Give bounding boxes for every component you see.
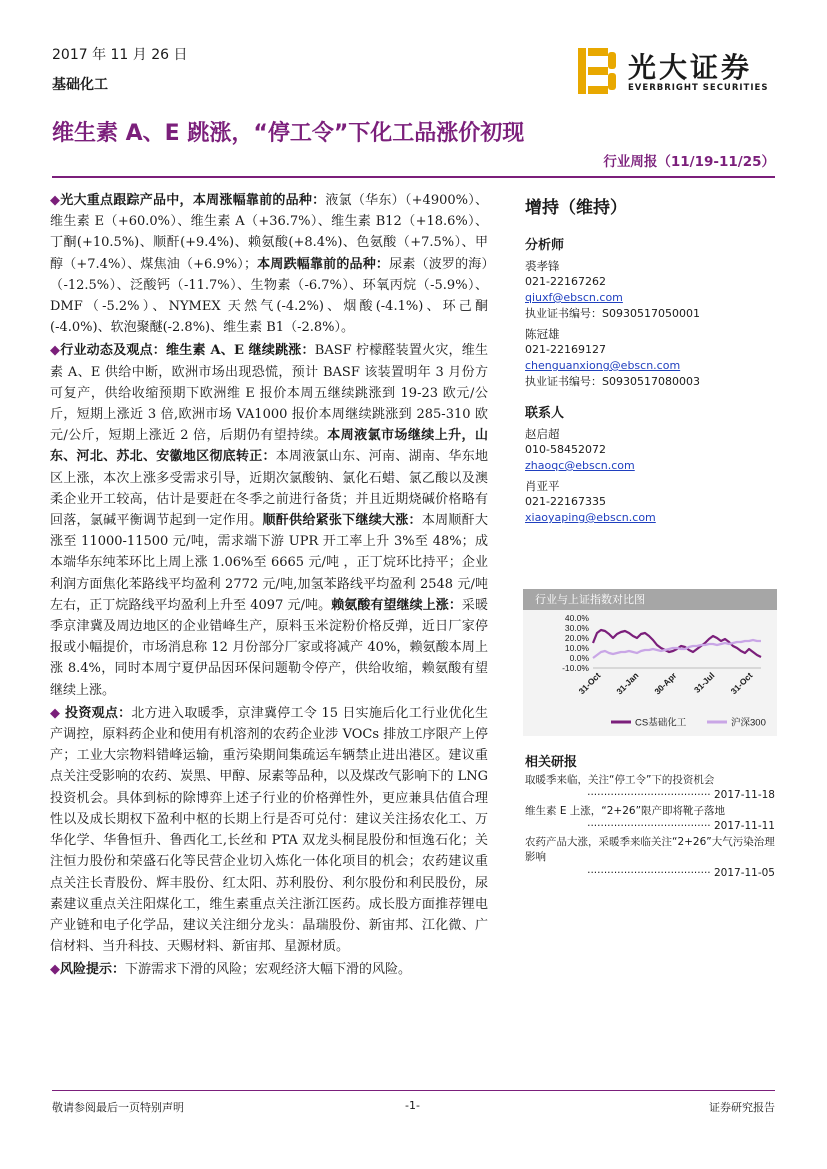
text-gainers: 液氯（华东）（+4900%）、维生素 E（+60.0%）、维生素 A（+36.7%）、维生素 B12（+18.6%）、丁酮(+10.5%)、顺酐(+9.4%)、赖氨酸(+8.4%)、色氨酸（+7.5%）、甲醇（+7.4%）、煤焦油（+6.9%）； — [50, 193, 488, 272]
analyst-card — [525, 326, 775, 390]
analyst-email-link[interactable]: qiuxf@ebscn.com — [525, 291, 623, 304]
text-risk: 下游需求下滑的风险；宏观经济大幅下滑的风险。 — [125, 962, 412, 978]
footer-report-type: 证券研究报告 — [709, 1101, 775, 1114]
lead-losers: 本周跌幅靠前的品种： — [256, 256, 390, 272]
research-date: ····································· 2017-11-11 — [587, 820, 775, 832]
contact-phone: 010-58452072 — [525, 443, 606, 456]
page-number: -1- — [405, 1099, 420, 1112]
analyst-card — [525, 258, 775, 322]
y-tick-label: 40.0% — [564, 613, 589, 623]
diamond-bullet-icon: ◆ — [50, 343, 61, 359]
text-lysine: 采暖季京津冀及周边地区的企业错峰生产，原料玉米淀粉价格反弹，近日厂家停报或小幅提价，市场消息称 12 月份部分厂家或将减产 40%，赖氨酸本周上涨 8.4%，同时本周宁夏伊品因环保问题勒令停产，供给收缩，赖氨酸有望继续上涨。 — [50, 597, 488, 698]
research-heading: 相关研报 — [525, 755, 578, 770]
text-chlorine: 本周液氯山东、河南、湖南、华东地区上涨，本次上涨多受需求引导，近期次氯酸钠、氯化石蜡、氯乙酸以及澳柔企业开工较高，估计是要赶在冬季之前进行备货；并且近期烧碱价格略有回落，氯碱平衡调节起到一定作用。 — [50, 449, 488, 529]
research-item[interactable] — [525, 835, 775, 882]
diamond-bullet-icon: ◆ — [50, 193, 61, 208]
research-date-text: 2017-11-05 — [713, 866, 775, 879]
research-title: 农药产品大涨，采暖季来临关注“2+26”大气污染治理影响 — [525, 835, 775, 863]
legend-label: CS基础化工 — [635, 717, 687, 729]
research-item[interactable] — [525, 804, 775, 835]
text-losers: 尿素（波罗的海）（-12.5%）、泛酸钙（-11.7%）、生物素（-6.7%）、环氧丙烷（-5.9%）、DMF（-5.2%）、NYMEX 天然气(-4.2%)、烟酸(-4.1%)、环己酮(-4.0%)、软泡聚醚(-2.8%)、维生素 B1（-2.8%）。 — [50, 256, 488, 336]
analyst-name: 裘孝锋 — [525, 259, 560, 273]
text-vitamins: BASF 柠檬醛装置火灾，维生素 A、E 供给中断，欧洲市场出现恐慌，预计 BASF 该装置明年 3 月份方可复产，供给收缩预期下欧洲维 E 报价本周五继续跳涨到 19-23 欧元/公斤，短期上涨近 3 倍,欧洲市场 VA1000 报价本周继续跳涨到 285-310 欧元/公斤，短期上涨近 2 倍，后期仍有望持续。 — [50, 343, 489, 444]
analyst-heading: 分析师 — [525, 238, 565, 253]
chart-plot — [523, 610, 777, 736]
footer-disclaimer: 敬请参阅最后一页特别声明 — [52, 1101, 184, 1114]
footer-divider — [52, 1090, 775, 1091]
diamond-bullet-icon: ◆ — [50, 962, 60, 978]
contact-email-link[interactable]: xiaoyaping@ebscn.com — [525, 511, 656, 524]
analyst-cert: 执业证书编号：S0930517080003 — [525, 375, 700, 388]
paragraph-investment-view — [50, 703, 488, 957]
x-tick-label: 30-Apr — [652, 670, 679, 697]
report-date: 2017 年 11 月 26 日 — [52, 47, 188, 63]
diamond-bullet-icon: ◆ — [50, 705, 61, 721]
report-subtitle: 行业周报（11/19-11/25） — [603, 154, 775, 170]
contact-heading: 联系人 — [525, 406, 565, 421]
x-tick-label: 31-Jan — [614, 670, 641, 697]
contact-phone: 021-22167335 — [525, 495, 606, 508]
x-tick-label: 31-Jul — [691, 670, 717, 695]
analyst-phone: 021-22167262 — [525, 275, 606, 288]
page-title: 维生素 A、E 跳涨，“停工令”下化工品涨价初现 — [52, 121, 525, 146]
company-logo — [578, 46, 778, 98]
sector-label: 基础化工 — [52, 77, 108, 93]
paragraph-industry-news — [50, 340, 488, 700]
chart-title: 行业与上证指数对比图 — [523, 589, 777, 610]
analyst-email-link[interactable]: chenguanxiong@ebscn.com — [525, 359, 681, 372]
y-tick-label: -10.0% — [562, 663, 589, 673]
index-comparison-chart — [523, 589, 777, 736]
legend-label: 沪深300 — [731, 717, 766, 729]
analyst-cert: 执业证书编号：S0930517050001 — [525, 307, 700, 320]
logo-text-cn: 光大证券 — [628, 51, 753, 84]
y-tick-label: 20.0% — [564, 633, 589, 643]
text-maleic: 本周顺酐大涨至 11000-11500 元/吨，需求端下游 UPR 开工率上升 3%至 48%；成本端华东纯苯环比上周上涨 1.06%至 6665 元/吨 ，正丁烷环比持平；企业利润方面焦化苯路线平均盈利 2772 元/吨,加氢苯路线平均盈利 2548 元/吨左右，正丁烷路线平均盈利上升至 4097 元/吨。 — [50, 513, 488, 613]
contact-card — [525, 478, 775, 526]
research-title: 取暖季来临，关注“停工令”下的投资机会 — [525, 773, 715, 786]
contact-name: 赵启超 — [525, 427, 560, 441]
research-item[interactable] — [525, 773, 775, 804]
research-date-text: 2017-11-11 — [713, 820, 775, 832]
logo-text-en: EVERBRIGHT SECURITIES — [628, 83, 769, 93]
y-tick-label: 0.0% — [569, 653, 589, 663]
contact-card — [525, 426, 775, 474]
main-content — [50, 190, 488, 981]
paragraph-products — [50, 190, 488, 338]
x-tick-label: 31-Oct — [728, 670, 755, 697]
rating-label: 增持（维持） — [525, 198, 627, 218]
x-tick-label: 31-Oct — [576, 670, 603, 697]
contact-email-link[interactable]: zhaoqc@ebscn.com — [525, 459, 635, 472]
research-date: ····································· 2017-11-18 — [587, 789, 775, 801]
header-divider — [52, 176, 775, 178]
text-investment: 北方进入取暖季，京津冀停工令 15 日实施后化工行业优化生产调控，原料药企业和使用有机溶剂的农药企业涉 VOCs 排放工序限产上停产；工业大宗物料错峰运输，重污染期间集疏运车辆禁止进出港区。建议重点关注受影响的农药、炭黑、甲醇、尿素等品种，以及煤改气影响下的 LNG 投资机会。具体到标的除博弈上述子行业的价格弹性外，更应兼具估值合理性以及成长期权下盈利中枢的长期上行是否可兑付：建议关注扬农化工、万华化学、华鲁恒升、鲁西化工,长丝和 PTA 双龙头桐昆股份和恒逸石化；关注恒力股份和荣盛石化等民营企业切入炼化一体化项目的机会；农药建议重点关注长青股份、辉丰股份、红太阳、苏利股份、利尔股份和利民股份，尿素建议重点关注阳煤化工，维生素重点关注浙江医药。成长股方面推荐锂电产业链和电子化学品，建议关注细分龙头：晶瑞股份、新宙邦、江化微、广信材料、当升科技、天赐材料、新宙邦、星源材质。 — [50, 705, 489, 955]
lead-chlorine: 本周液氯市场继续上升，山东、河北、苏北、安徽地区彻底转正： — [50, 428, 488, 465]
related-research — [525, 749, 775, 881]
analyst-name: 陈冠雄 — [525, 327, 560, 341]
lead-maleic: 顺酐供给紧张下继续大涨： — [262, 513, 422, 529]
y-tick-label: 30.0% — [564, 623, 589, 633]
sidebar — [525, 200, 775, 526]
lead-vitamins: 行业动态及观点：维生素 A、E 继续跳涨： — [60, 343, 315, 359]
contact-name: 肖亚平 — [525, 479, 560, 493]
lead-lysine: 赖氨酸有望继续上涨： — [331, 597, 462, 613]
research-date: ····································· 2017-11-05 — [587, 866, 775, 879]
series-line-csi300 — [593, 640, 761, 658]
research-date-text: 2017-11-18 — [713, 789, 775, 801]
everbright-logo-icon — [578, 48, 618, 94]
paragraph-risk — [50, 959, 488, 980]
lead-risk: 风险提示： — [60, 962, 126, 978]
y-tick-label: 10.0% — [564, 643, 589, 653]
lead-investment: 投资观点： — [60, 705, 132, 721]
analyst-phone: 021-22169127 — [525, 343, 606, 356]
research-title: 维生素 E 上涨，“2+26”限产即将靴子落地 — [525, 804, 726, 817]
lead-gainers: 光大重点跟踪产品中，本周涨幅靠前的品种： — [60, 193, 326, 208]
